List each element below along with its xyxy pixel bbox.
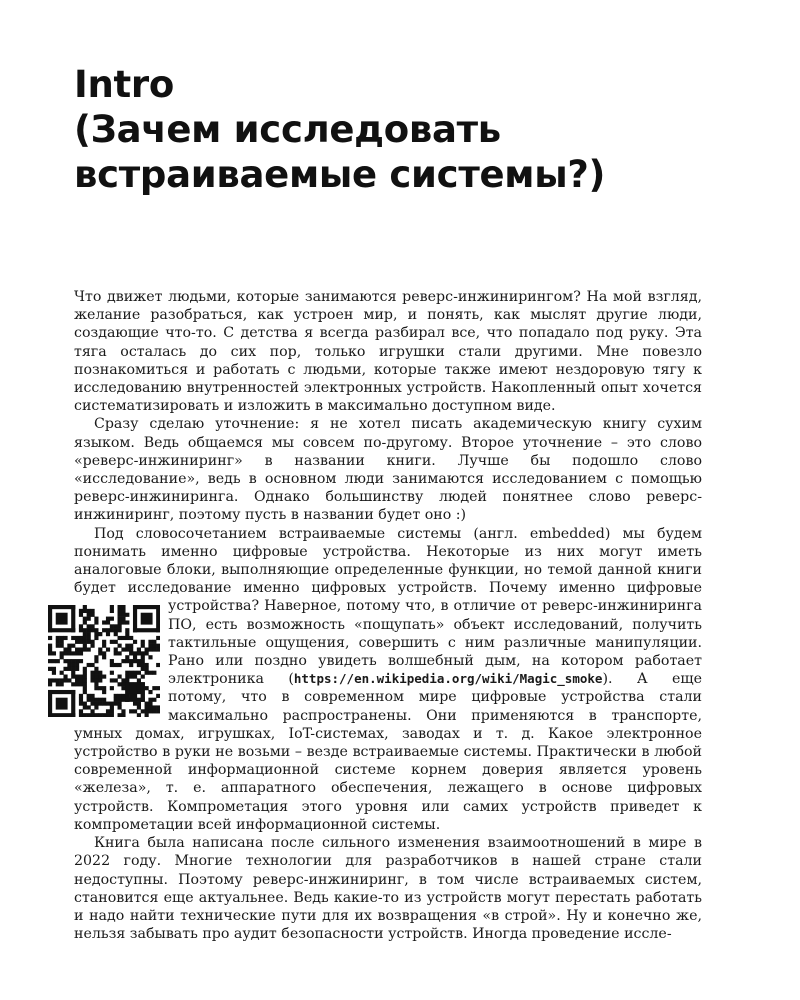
chapter-title-line: (Зачем исследовать [74, 108, 501, 151]
qr-code [48, 605, 160, 717]
magic-smoke-link[interactable]: https://en.wikipedia.org/wiki/Magic_smoke [293, 671, 603, 687]
paragraph: Книга была написана после сильного изменения взаимоотношений в мире в 2022 году. Многие технологии для разработчиков в нашей стране стали недоступны. Поэтому реверс-инжиниринг, в том числе встраиваемых систем, становится еще актуальнее. Ведь какие-то из устройств могут перестать работать и надо найти технические пути для их возвращения «в строй». Ну и конечно же, нельзя забывать про аудит безопасности устройств. Иногда проведение иссле- [74, 835, 702, 943]
chapter-title [74, 62, 734, 197]
paragraph: Сразу сделаю уточнение: я не хотел писать академическую книгу сухим языком. Ведь общаемся мы совсем по-другому. Второе уточнение – это слово «реверс-инжиниринг» в названии книги. Лучше бы подошло слово «исследование», ведь в основном люди занимаются исследованием с помощью реверс-инжиниринга. Однако большинству людей понятнее слово реверс-инжиниринг, поэтому пусть в названии будет оно :) [74, 416, 702, 524]
chapter-title-line: Intro [74, 63, 174, 106]
paragraph-text-part: ). А еще потому, что в современном мире цифровые устройства стали максимально распространены. Они применяются в транспорте, умных домах, игрушках, IoT-системах, заводах и т. д. Какое электронное устройство в руки не возьми – везде встраиваемые системы. Практически в любой современной информационной системе корнем доверия является уровень «железа», т. е. аппаратного обеспечения, лежащего в основе цифровых устройств. Компрометация этого уровня или самих устройств приведет к компрометации всей информационной системы. [74, 671, 702, 833]
paragraph-text-part: Под словосочетанием встраиваемые системы (англ. embedded) мы будем понимать именно цифровые устройства. Некоторые из них могут иметь аналоговые блоки, выполняющие определенные функции, но темой данной книги будет исследование именно цифровых устройств. Почему именно цифровые [74, 525, 702, 597]
paragraph-text-part: устройства? Наверное, потому что, в отличие от реверс-инжиниринга ПО, есть возможность «пощупать» объект исследований, получить тактильные ощущения, совершить с ним различные манипуляции. Рано или поздно увидеть волшебный дым, на котором работает электроника ( [168, 598, 702, 688]
body-text [74, 288, 702, 943]
chapter-title-line: встраиваемые системы?) [74, 153, 606, 196]
paragraph [74, 525, 702, 834]
paragraph: Что движет людьми, которые занимаются реверс-инжинирингом? На мой взгляд, желание разобраться, как устроен мир, и понять, как мыслят другие люди, создающие что-то. С детства я всегда разбирал все, что попадало под руку. Эта тяга осталась до сих пор, только игрушки стали другими. Мне повезло познакомиться и работать с людьми, которые также имеют нездоровую тягу к исследованию внутренностей электронных устройств. Накопленный опыт хочется систематизировать и изложить в максимально доступном виде. [74, 289, 702, 415]
